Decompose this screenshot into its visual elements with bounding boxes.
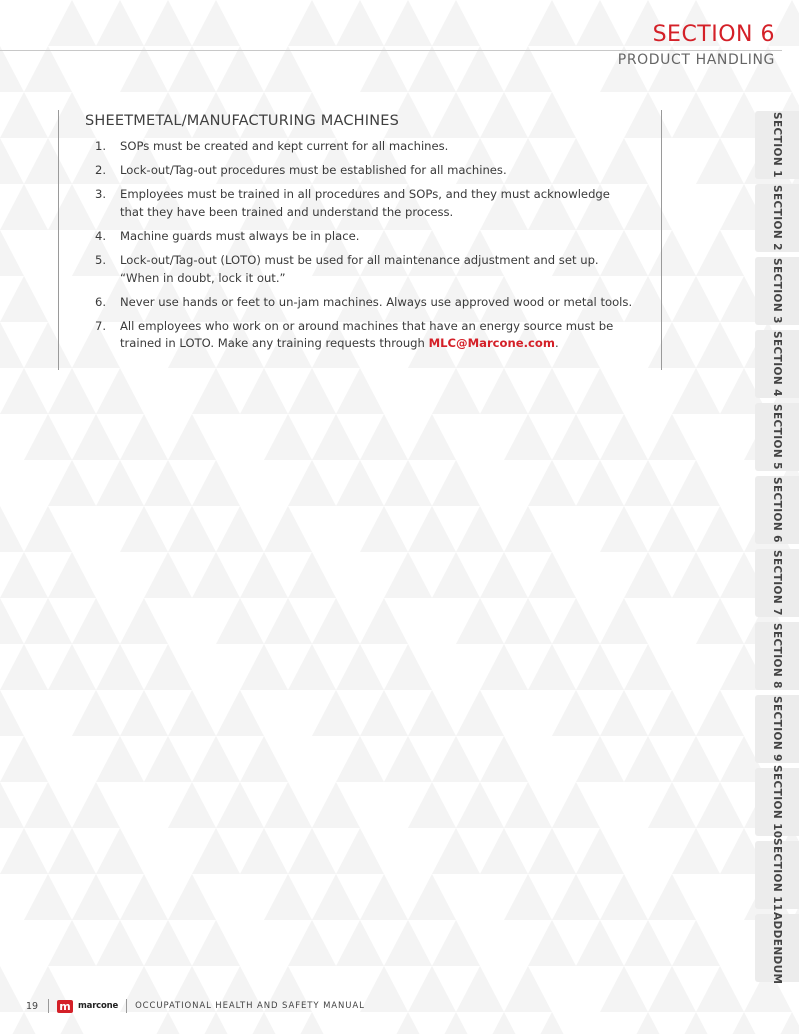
pattern-triangle [144,920,192,966]
pattern-triangle [0,552,48,598]
pattern-triangle [456,966,504,1012]
pattern-triangle [576,828,624,874]
pattern-triangle [144,736,192,782]
pattern-triangle [624,736,672,782]
pattern-triangle [408,690,456,736]
pattern-triangle [216,690,264,736]
pattern-triangle [312,414,360,460]
pattern-triangle [144,460,192,506]
pattern-triangle [768,1012,799,1034]
pattern-triangle [312,598,360,644]
tab-section-7[interactable] [755,549,799,617]
pattern-triangle [432,828,480,874]
pattern-triangle [696,598,744,644]
pattern-triangle [528,0,576,46]
pattern-triangle [696,138,744,184]
tab-section-8[interactable] [755,622,799,690]
pattern-triangle [408,782,456,828]
page-footer [26,996,365,1016]
tab-label: SECTION 5 [771,404,783,470]
pattern-triangle [72,874,120,920]
pattern-triangle [456,506,504,552]
pattern-triangle [648,506,696,552]
item-text: Lock-out/Tag-out procedures must be established for all machines. [120,163,507,178]
pattern-triangle [576,920,624,966]
pattern-triangle [504,598,552,644]
pattern-triangle [576,368,624,414]
pattern-triangle [192,0,240,46]
tab-addendum[interactable] [755,911,799,985]
marcone-logo [57,1000,118,1013]
tab-section-6[interactable] [755,476,799,544]
pattern-triangle [0,92,48,138]
pattern-triangle [360,414,408,460]
pattern-triangle [264,598,312,644]
pattern-triangle [144,552,192,598]
pattern-triangle [600,414,648,460]
pattern-triangle [432,368,480,414]
pattern-triangle [360,506,408,552]
pattern-triangle [696,322,744,368]
list-item [93,186,633,221]
pattern-triangle [504,874,552,920]
list-item [93,228,633,246]
pattern-triangle [96,920,144,966]
tab-label: SECTION 8 [771,623,783,689]
item-suffix: . [554,336,559,351]
tab-section-4[interactable] [755,330,799,398]
pattern-triangle [0,230,24,276]
tab-section-11[interactable] [755,838,799,912]
pattern-triangle [240,828,288,874]
pattern-triangle [0,46,24,92]
pattern-triangle [576,644,624,690]
pattern-triangle [384,0,432,46]
pattern-triangle [504,782,552,828]
pattern-triangle [288,460,336,506]
pattern-triangle [672,276,720,322]
pattern-triangle [696,782,744,828]
manual-title: OCCUPATIONAL HEALTH AND SAFETY MANUAL [135,1001,365,1011]
footer-divider [126,999,127,1013]
pattern-triangle [504,966,552,1012]
pattern-triangle [288,920,336,966]
pattern-triangle [168,506,216,552]
pattern-triangle [48,460,96,506]
pattern-triangle [24,874,72,920]
pattern-triangle [456,46,504,92]
pattern-triangle [96,0,144,46]
pattern-triangle [72,598,120,644]
pattern-triangle [240,736,288,782]
pattern-triangle [600,690,648,736]
pattern-triangle [552,598,600,644]
pattern-triangle [216,46,264,92]
pattern-triangle [624,1012,672,1034]
item-number: 6. [95,294,107,309]
pattern-triangle [384,736,432,782]
pattern-triangle [432,0,480,46]
page-number: 19 [26,1000,39,1012]
pattern-triangle [288,368,336,414]
pattern-triangle [312,874,360,920]
pattern-triangle [528,460,576,506]
pattern-triangle [696,966,744,1012]
logo-icon: m [57,1000,73,1013]
list-item [93,162,633,180]
pattern-triangle [168,782,216,828]
pattern-triangle [264,46,312,92]
pattern-triangle [0,598,24,644]
pattern-triangle [360,874,408,920]
tab-section-10[interactable] [755,765,799,839]
tab-label: SECTION 1 [771,112,783,178]
item-number: 5. [95,252,107,267]
pattern-triangle [168,46,216,92]
pattern-triangle [24,414,72,460]
pattern-triangle [648,690,696,736]
pattern-triangle [120,46,168,92]
pattern-triangle [480,552,528,598]
pattern-triangle [48,0,96,46]
pattern-triangle [648,874,696,920]
pattern-triangle [528,368,576,414]
header-divider [0,50,782,51]
item-text: Employees must be trained in all procedures and SOPs, and they must acknowledge that they have been trained and understand the process. [120,187,610,219]
pattern-triangle [600,506,648,552]
pattern-triangle [288,0,336,46]
pattern-triangle [576,0,624,46]
pattern-triangle [288,828,336,874]
item-text: All employees who work on or around machines that have an energy source must be trained in LOTO. Make any training requests through [120,318,614,351]
pattern-triangle [0,322,24,368]
pattern-triangle [528,1012,576,1034]
pattern-triangle [552,690,600,736]
pattern-triangle [672,92,720,138]
list-item [93,138,633,156]
pattern-triangle [552,874,600,920]
section-subtitle: PRODUCT HANDLING [617,52,775,68]
pattern-triangle [696,506,744,552]
pattern-triangle [168,690,216,736]
pattern-triangle [672,552,720,598]
pattern-triangle [264,782,312,828]
tab-label: SECTION 6 [771,477,783,543]
tab-section-5[interactable] [755,403,799,471]
item-number: 3. [95,187,107,202]
pattern-triangle [456,782,504,828]
pattern-triangle [96,368,144,414]
pattern-triangle [624,552,672,598]
tab-label: SECTION 9 [771,696,783,762]
pattern-triangle [288,644,336,690]
tab-label: SECTION 4 [771,331,783,397]
pattern-triangle [456,690,504,736]
tab-label: SECTION 10 [771,765,783,839]
pattern-triangle [0,276,48,322]
pattern-triangle [528,644,576,690]
pattern-triangle [24,506,72,552]
tab-section-9[interactable] [755,695,799,763]
pattern-triangle [192,552,240,598]
pattern-triangle [0,644,48,690]
pattern-triangle [384,920,432,966]
pattern-triangle [480,736,528,782]
pattern-triangle [336,920,384,966]
tab-label: SECTION 7 [771,550,783,616]
section-title: SECTION 6 [652,22,775,47]
pattern-triangle [336,828,384,874]
pattern-triangle [192,736,240,782]
item-text: SOPs must be created and kept current for all machines. [120,139,449,153]
pattern-triangle [672,460,720,506]
pattern-triangle [672,368,720,414]
pattern-triangle [144,644,192,690]
pattern-triangle [528,828,576,874]
pattern-triangle [432,460,480,506]
pattern-triangle [528,552,576,598]
pattern-triangle [408,414,456,460]
pattern-triangle [288,552,336,598]
pattern-triangle [456,598,504,644]
tab-section-2[interactable] [755,184,799,252]
pattern-triangle [696,230,744,276]
pattern-triangle [0,828,48,874]
pattern-triangle [624,920,672,966]
pattern-triangle [408,874,456,920]
pattern-triangle [120,690,168,736]
pattern-triangle [264,506,312,552]
pattern-triangle [528,920,576,966]
pattern-triangle [72,690,120,736]
section-tab-nav [755,111,799,987]
pattern-triangle [480,1012,528,1034]
pattern-triangle [336,0,384,46]
pattern-triangle [504,46,552,92]
pattern-triangle [192,460,240,506]
pattern-triangle [48,552,96,598]
pattern-triangle [600,874,648,920]
pattern-triangle [624,644,672,690]
item-text: Machine guards must always be in place. [120,228,360,243]
item-text: Never use hands or feet to un-jam machines. Always use approved wood or metal tools. [120,294,633,309]
pattern-triangle [24,598,72,644]
pattern-triangle [48,828,96,874]
pattern-triangle [216,782,264,828]
pattern-triangle [144,0,192,46]
pattern-triangle [120,414,168,460]
pattern-triangle [264,414,312,460]
pattern-triangle [624,460,672,506]
pattern-triangle [408,506,456,552]
pattern-triangle [48,644,96,690]
pattern-triangle [96,644,144,690]
pattern-triangle [0,690,24,736]
pattern-triangle [576,460,624,506]
pattern-triangle [480,644,528,690]
tab-label: SECTION 2 [771,185,783,251]
pattern-triangle [240,552,288,598]
pattern-triangle [336,736,384,782]
pattern-triangle [216,506,264,552]
pattern-triangle [240,368,288,414]
pattern-triangle [0,736,48,782]
pattern-triangle [360,46,408,92]
pattern-triangle [576,736,624,782]
tab-label: SECTION 3 [771,258,783,324]
pattern-triangle [384,552,432,598]
pattern-triangle [96,460,144,506]
pattern-triangle [312,690,360,736]
pattern-triangle [48,368,96,414]
pattern-triangle [24,46,72,92]
content-panel [58,110,662,370]
pattern-triangle [480,368,528,414]
tab-label: SECTION 11 [771,838,783,912]
pattern-triangle [360,598,408,644]
item-text: Lock-out/Tag-out (LOTO) must be used for all maintenance adjustment and set up. “When in doubt, lock it out.” [120,252,599,285]
pattern-triangle [672,920,720,966]
pattern-triangle [168,874,216,920]
item-number: 2. [95,163,107,178]
pattern-triangle [192,828,240,874]
list-item [93,318,633,353]
content-heading: SHEETMETAL/MANUFACTURING MACHINES [85,113,400,129]
item-number: 7. [95,318,107,333]
pattern-triangle [360,966,408,1012]
pattern-triangle [552,414,600,460]
pattern-triangle [0,506,24,552]
pattern-triangle [264,874,312,920]
list-item [93,252,633,287]
rules-list [93,138,633,359]
pattern-triangle [48,920,96,966]
pattern-triangle [696,690,744,736]
pattern-triangle [336,368,384,414]
pattern-triangle [504,506,552,552]
pattern-triangle [600,966,648,1012]
pattern-triangle [192,368,240,414]
pattern-triangle [96,736,144,782]
item-number: 1. [95,139,107,153]
pattern-triangle [168,414,216,460]
pattern-triangle [648,414,696,460]
pattern-triangle [480,828,528,874]
pattern-triangle [24,782,72,828]
pattern-triangle [432,1012,480,1034]
pattern-triangle [96,828,144,874]
pattern-triangle [120,874,168,920]
email-link[interactable]: MLC@Marcone.com [428,336,555,351]
footer-divider [48,999,49,1013]
pattern-triangle [648,782,696,828]
list-item [93,294,633,312]
pattern-triangle [192,920,240,966]
pattern-triangle [72,414,120,460]
pattern-triangle [312,782,360,828]
pattern-triangle [552,782,600,828]
pattern-triangle [600,598,648,644]
pattern-triangle [384,1012,432,1034]
pattern-triangle [336,460,384,506]
pattern-triangle [720,1012,768,1034]
pattern-triangle [360,690,408,736]
pattern-triangle [0,966,24,1012]
pattern-triangle [120,598,168,644]
pattern-triangle [672,736,720,782]
pattern-triangle [120,506,168,552]
pattern-triangle [408,966,456,1012]
pattern-triangle [504,414,552,460]
pattern-triangle [384,460,432,506]
pattern-triangle [0,138,24,184]
pattern-triangle [0,782,24,828]
tab-section-1[interactable] [755,111,799,179]
pattern-triangle [216,598,264,644]
pattern-triangle [408,46,456,92]
tab-section-3[interactable] [755,257,799,325]
pattern-triangle [672,1012,720,1034]
tab-label: ADDENDUM [771,911,783,985]
item-number: 4. [95,228,107,243]
pattern-triangle [0,184,48,230]
pattern-triangle [672,828,720,874]
pattern-triangle [432,736,480,782]
pattern-triangle [432,552,480,598]
logo-wordmark: marcone [78,1001,119,1011]
pattern-triangle [336,644,384,690]
pattern-triangle [432,920,480,966]
pattern-triangle [72,782,120,828]
pattern-triangle [0,368,48,414]
pattern-triangle [384,644,432,690]
pattern-triangle [648,966,696,1012]
pattern-triangle [240,644,288,690]
